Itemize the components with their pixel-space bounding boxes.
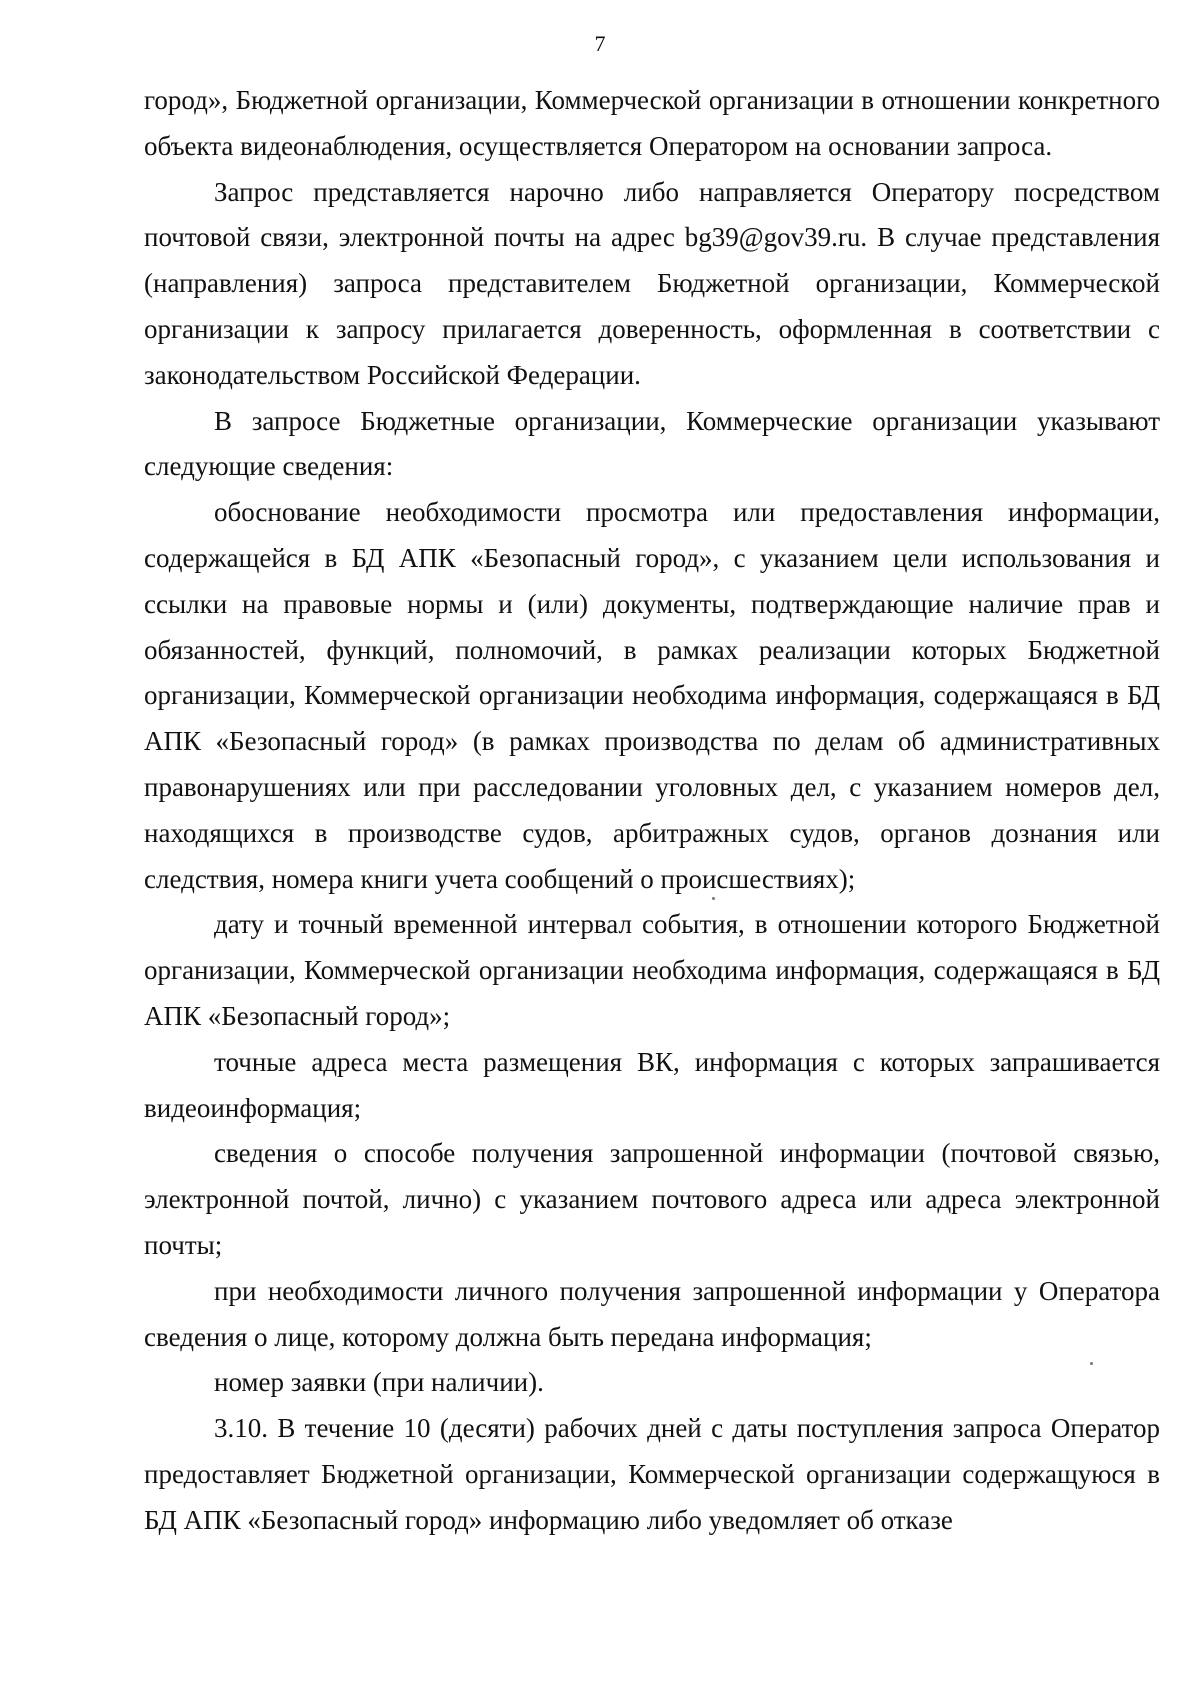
list-item-camera-addresses: точные адреса места размещения ВК, информация с которых запрашивается видеоинформация;: [144, 1046, 1160, 1123]
list-item-delivery-method: сведения о способе получения запрошенной информации (почтовой связью, электронной почтой, лично) с указанием почтового адреса или адреса электронной почты;: [144, 1138, 1160, 1260]
page-number: 7: [594, 31, 606, 56]
scan-speck: [1090, 1362, 1093, 1365]
scan-speck: [712, 897, 715, 900]
list-item-recipient-person: при необходимости личного получения запрошенной информации у Оператора сведения о лице, которому должна быть передана информация;: [144, 1275, 1160, 1352]
paragraph-continuation: город», Бюджетной организации, Коммерческой организации в отношении конкретного объекта видеонаблюдения, осуществляется Оператором на основании запроса.: [144, 85, 1160, 161]
document-body: [144, 78, 1160, 1544]
list-item-justification: обоснование необходимости просмотра или предоставления информации, содержащейся в БД АПК «Безопасный город», с указанием цели использования и ссылки на правовые нормы и (или) документы, подтверждающие наличие прав и обязанностей, функций, полномочий, в рамках реализации которых Бюджетной организации, Коммерческой организации необходима информация, содержащаяся в БД АПК «Безопасный город» (в рамках производства по делам об административных правонарушениях или при расследовании уголовных дел, с указанием номеров дел, находящихся в производстве судов, арбитражных судов, органов дознания или следствия, номера книги учета сообщений о происшествиях);: [144, 497, 1160, 894]
paragraph-request-contents-intro: В запросе Бюджетные организации, Коммерческие организации указывают следующие сведения:: [144, 405, 1160, 482]
list-item-application-number: номер заявки (при наличии).: [214, 1367, 544, 1398]
paragraph-request-submission: Запрос представляется нарочно либо направляется Оператору посредством почтовой связи, электронной почты на адрес bg39@gov39.ru. В случае представления (направления) запроса представителем Бюджетной организации, Коммерческой организации к запросу прилагается доверенность, оформленная в соответствии с законодательством Российской Федерации.: [144, 176, 1160, 390]
list-item-event-date: дату и точный временной интервал события, в отношении которого Бюджетной организации, Коммерческой организации необходима информация, содержащаяся в БД АПК «Безопасный город»;: [144, 909, 1160, 1031]
paragraph-section-3-10: 3.10. В течение 10 (десяти) рабочих дней с даты поступления запроса Оператор предоставляет Бюджетной организации, Коммерческой организации содержащуюся в БД АПК «Безопасный город» информацию либо уведомляет об отказе: [144, 1413, 1160, 1535]
